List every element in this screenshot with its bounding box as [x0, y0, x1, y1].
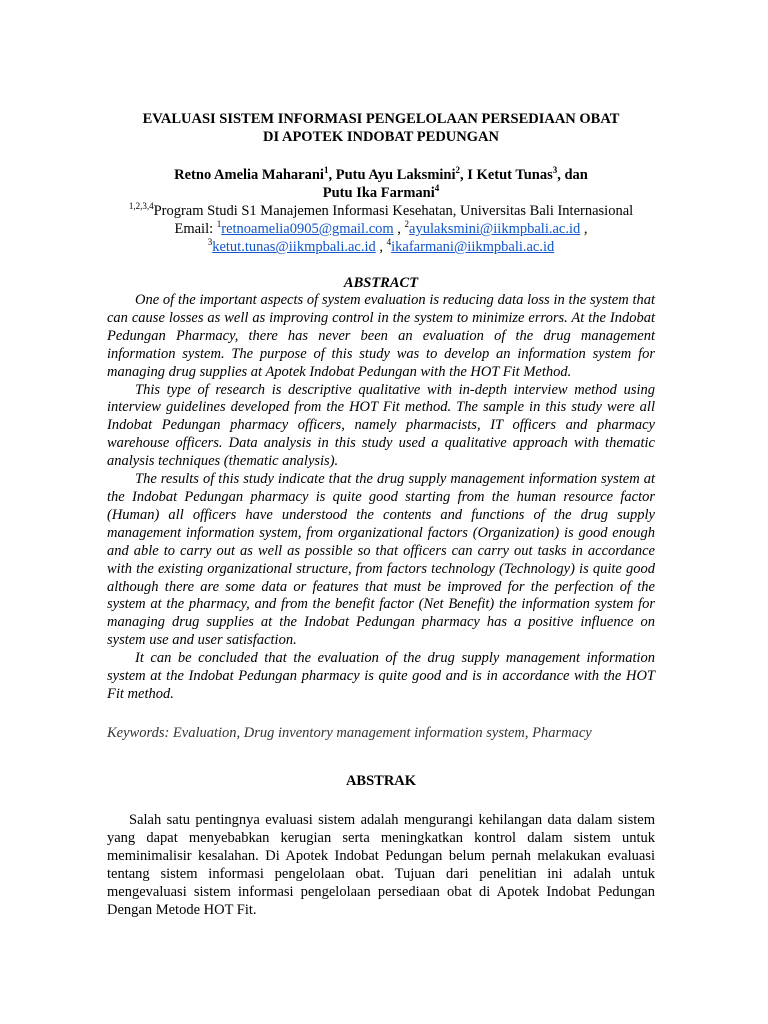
email-sup: 1 [216, 219, 222, 230]
email-sup: 4 [386, 237, 392, 248]
email-line-2 [107, 238, 655, 256]
author-name: , I Ketut Tunas [460, 167, 553, 183]
author-name: Putu Ika Farmani [322, 185, 435, 201]
email-sup: 2 [404, 219, 410, 230]
abstrak-heading: ABSTRAK [345, 772, 417, 789]
email-label: Email: [174, 221, 217, 237]
abstract-heading: ABSTRACT [343, 275, 419, 291]
email-link-1[interactable]: retnoamelia0905@gmail.com [221, 221, 394, 237]
email-separator: , [580, 221, 588, 237]
author-list [107, 166, 655, 202]
title-line-2: DI APOTEK INDOBAT PEDUNGAN [263, 129, 499, 145]
abstract-paragraph: This type of research is descriptive qualitative with in-depth interview method using interview guidelines developed from the HOT Fit method. The sample in this study were all Indobat Pedungan pharmacy officers, namely pharmacists, IT officers and pharmacy warehouse officers. Data analysis in this study used a qualitative approach with thematic analysis techniques (thematic analysis). [107, 381, 655, 470]
abstract-paragraph: One of the important aspects of system evaluation is reducing data loss in the system that can cause losses as well as improving control in the system to minimize errors. At the Indobat Pedungan Pharmacy, there has never been an evaluation of the drug management information system. The purpose of this study was to develop an information system for managing drug supplies at Apotek Indobat Pedungan with the HOT Fit Method. [107, 292, 655, 380]
abstract-paragraph: The results of this study indicate that the drug supply management information system at the Indobat Pedungan pharmacy is quite good starting from the human resource factor (Human) all officers have understood the contents and functions of the drug supply management information system, from organizational factors (Organization) is good enough and able to carry out as well as possible so that officers can carry out tasks in accordance with the existing organizational structure, from factors technology (Technology) is quite good although there are some data or features that must be improved for the perfection of the system at the pharmacy, and from the benefit factor (Net Benefit) the information system for managing drug supplies at the Indobat Pedungan pharmacy has a positive influence on system use and user satisfaction. [107, 471, 655, 649]
author-name: , Putu Ayu Laksmini [328, 167, 456, 183]
title-line-1: EVALUASI SISTEM INFORMASI PENGELOLAAN PERSEDIAAN OBAT [142, 111, 620, 127]
email-sup: 3 [207, 237, 213, 248]
keywords: Keywords: Evaluation, Drug inventory management information system, Pharmacy [107, 724, 592, 741]
email-separator: , [375, 239, 387, 255]
author-conjunction: , dan [557, 167, 588, 183]
paper-content [107, 110, 655, 933]
affiliation-text: Program Studi S1 Manajemen Informasi Kesehatan, Universitas Bali Internasional [153, 203, 634, 219]
abstrak-paragraph: Salah satu pentingnya evaluasi sistem adalah mengurangi kehilangan data dalam sistem yang dapat menyebabkan kerugian serta meningkatkan kontrol dalam sistem untuk meminimalisir kesalahan. Di Apotek Indobat Pedungan belum pernah melakukan evaluasi tentang sistem informasi pengelolaan obat. Tujuan dari penelitian ini adalah untuk mengevaluasi sistem informasi pengelolaan persediaan obat di Apotek Indobat Pedungan Dengan Metode HOT Fit. [107, 811, 655, 918]
abstract-paragraph: It can be concluded that the evaluation of the drug supply management information system at the Indobat Pedungan pharmacy is quite good and is in accordance with the HOT Fit method. [107, 650, 655, 702]
affiliation [107, 202, 655, 220]
author-name: Retno Amelia Maharani [174, 167, 324, 183]
author-line-2 [107, 184, 655, 202]
email-link-2[interactable]: ayulaksmini@iikmpbali.ac.id [409, 221, 581, 237]
author-sup: 4 [434, 183, 440, 194]
affiliation-sup: 1,2,3,4 [128, 201, 154, 212]
author-sup: 3 [552, 165, 558, 176]
email-link-3[interactable]: ketut.tunas@iikmpbali.ac.id [212, 239, 376, 255]
paper-title [107, 110, 655, 146]
email-link-4[interactable]: ikafarmani@iikmpbali.ac.id [391, 239, 555, 255]
email-separator: , [393, 221, 405, 237]
author-sup: 2 [455, 165, 461, 176]
email-line-1 [107, 220, 655, 238]
author-sup: 1 [323, 165, 329, 176]
author-line-1 [107, 166, 655, 184]
